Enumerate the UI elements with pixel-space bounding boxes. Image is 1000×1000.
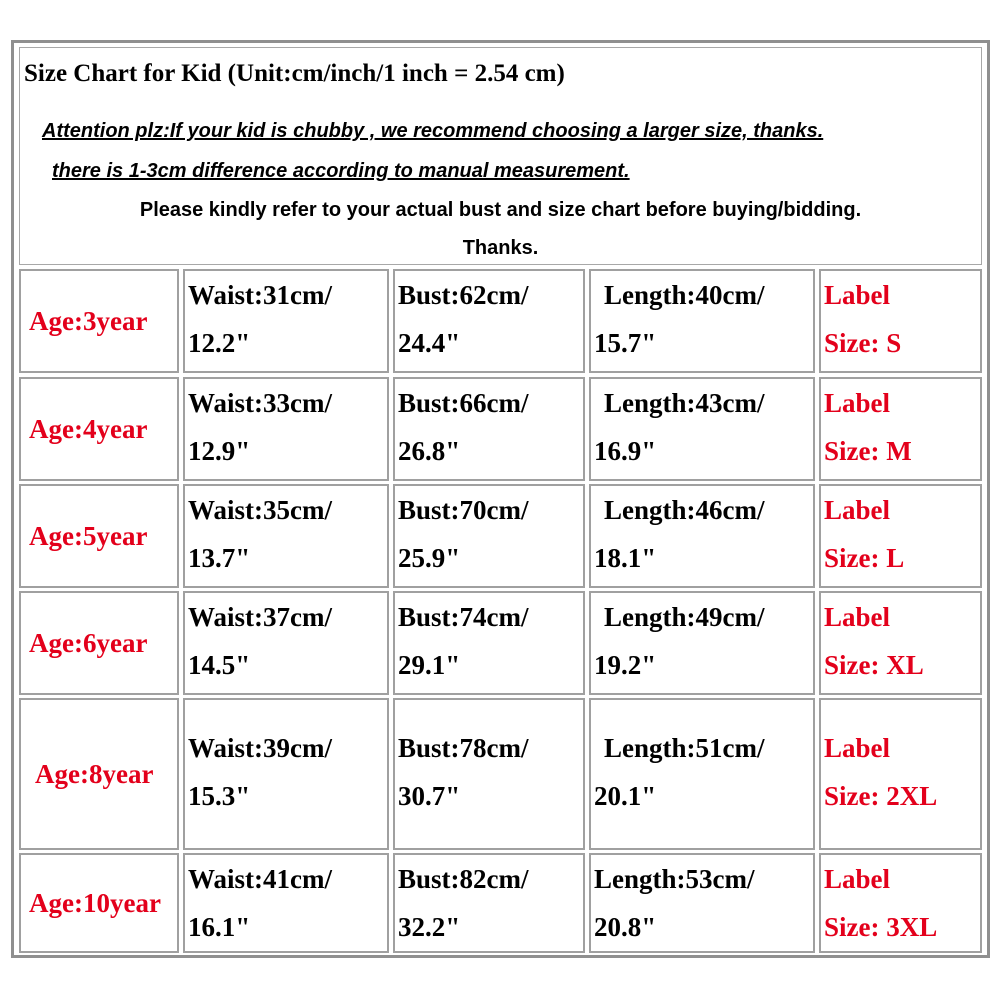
bust-cm: Bust:78cm/ (398, 733, 529, 763)
length-cm: Length:49cm/ (604, 602, 765, 632)
difference-note: there is 1-3cm difference according to manual measurement. (52, 160, 630, 182)
label-size-cell (819, 853, 982, 953)
label-text: Label (824, 280, 891, 310)
waist-cell (183, 591, 389, 695)
length-cm: Length:46cm/ (604, 495, 765, 525)
bust-cell (393, 269, 585, 373)
length-cell (589, 377, 815, 481)
bust-in: 32.2" (398, 912, 461, 942)
length-cell (589, 853, 815, 953)
waist-cell (183, 269, 389, 373)
bust-cell (393, 484, 585, 588)
waist-cm: Waist:33cm/ (188, 388, 332, 418)
bust-in: 26.8" (398, 436, 461, 466)
age-cell (19, 591, 179, 695)
age-label: Age:4year (29, 413, 148, 444)
waist-cell (183, 377, 389, 481)
bust-cell (393, 377, 585, 481)
age-cell (19, 484, 179, 588)
age-label: Age:5year (29, 520, 148, 551)
label-size-cell (819, 698, 982, 850)
waist-cm: Waist:35cm/ (188, 495, 332, 525)
label-text: Label (824, 495, 891, 525)
chart-title: Size Chart for Kid (Unit:cm/inch/1 inch = 2.54 cm) (24, 60, 565, 87)
length-in: 15.7" (594, 328, 657, 358)
bust-cm: Bust:62cm/ (398, 280, 529, 310)
size-text: Size: 2XL (824, 781, 938, 811)
age-cell (19, 269, 179, 373)
length-cell (589, 591, 815, 695)
waist-cm: Waist:31cm/ (188, 280, 332, 310)
waist-in: 16.1" (188, 912, 251, 942)
bust-in: 30.7" (398, 781, 461, 811)
length-cm: Length:53cm/ (594, 864, 755, 894)
length-cell (589, 698, 815, 850)
length-cm: Length:40cm/ (604, 280, 765, 310)
size-text: Size: 3XL (824, 912, 938, 942)
length-in: 20.8" (594, 912, 657, 942)
age-label: Age:6year (29, 627, 148, 658)
length-cm: Length:51cm/ (604, 733, 765, 763)
length-in: 19.2" (594, 650, 657, 680)
label-text: Label (824, 864, 891, 894)
age-cell (19, 853, 179, 953)
waist-in: 13.7" (188, 543, 251, 573)
chart-header (19, 47, 982, 265)
waist-cm: Waist:39cm/ (188, 733, 332, 763)
age-label: Age:10year (29, 887, 161, 918)
size-text: Size: S (824, 328, 902, 358)
size-chart (11, 40, 990, 958)
refer-note: Please kindly refer to your actual bust and size chart before buying/bidding. (139, 199, 862, 221)
label-text: Label (824, 602, 891, 632)
waist-in: 15.3" (188, 781, 251, 811)
waist-in: 12.9" (188, 436, 251, 466)
label-text: Label (824, 388, 891, 418)
bust-cm: Bust:74cm/ (398, 602, 529, 632)
label-size-cell (819, 269, 982, 373)
waist-in: 12.2" (188, 328, 251, 358)
size-text: Size: L (824, 543, 905, 573)
bust-in: 29.1" (398, 650, 461, 680)
length-in: 18.1" (594, 543, 657, 573)
length-in: 20.1" (594, 781, 657, 811)
age-cell (19, 698, 179, 850)
bust-in: 25.9" (398, 543, 461, 573)
bust-cm: Bust:82cm/ (398, 864, 529, 894)
length-cell (589, 269, 815, 373)
label-size-cell (819, 591, 982, 695)
waist-cell (183, 698, 389, 850)
bust-in: 24.4" (398, 328, 461, 358)
length-cell (589, 484, 815, 588)
bust-cell (393, 853, 585, 953)
waist-cm: Waist:41cm/ (188, 864, 332, 894)
label-size-cell (819, 484, 982, 588)
label-text: Label (824, 733, 891, 763)
age-cell (19, 377, 179, 481)
length-cm: Length:43cm/ (604, 388, 765, 418)
waist-cell (183, 484, 389, 588)
thanks-note: Thanks. (462, 237, 539, 259)
bust-cell (393, 591, 585, 695)
attention-note: Attention plz:If your kid is chubby , we recommend choosing a larger size, thanks. (42, 120, 824, 142)
size-text: Size: M (824, 436, 912, 466)
waist-in: 14.5" (188, 650, 251, 680)
waist-cell (183, 853, 389, 953)
label-size-cell (819, 377, 982, 481)
bust-cell (393, 698, 585, 850)
bust-cm: Bust:66cm/ (398, 388, 529, 418)
bust-cm: Bust:70cm/ (398, 495, 529, 525)
waist-cm: Waist:37cm/ (188, 602, 332, 632)
length-in: 16.9" (594, 436, 657, 466)
age-label: Age:3year (29, 305, 148, 336)
size-text: Size: XL (824, 650, 924, 680)
age-label: Age:8year (35, 758, 154, 789)
